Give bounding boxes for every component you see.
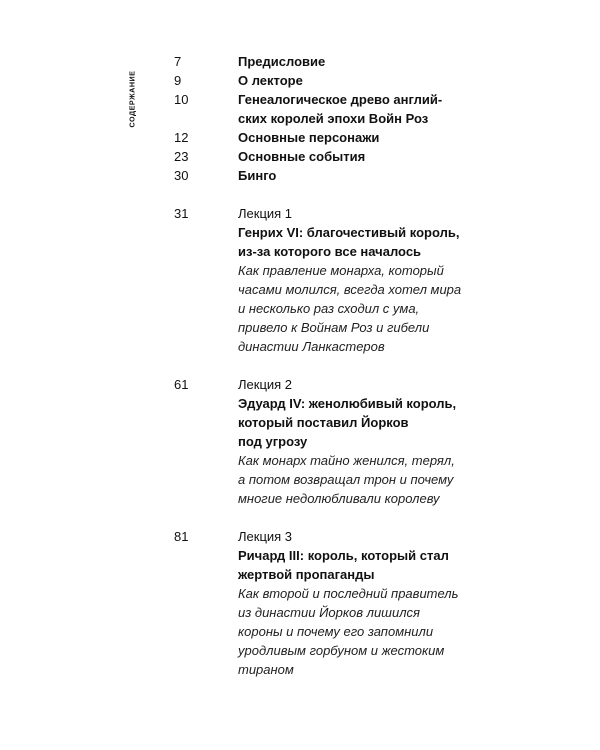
lecture-description: привело к Войнам Роз и гибели [238,320,430,335]
lecture-description: династии Ланкастеров [238,339,385,354]
lecture-title: который поставил Йорков [238,415,409,430]
page-number: 31 [174,206,189,221]
toc-entry[interactable] [174,90,474,128]
entry-title: Основные события [238,149,366,164]
lecture-description: уродливым горбуном и жестоким [238,643,445,658]
lecture-title: жертвой пропаганды [238,567,375,582]
page-number: 7 [174,54,182,69]
lecture-label: Лекция 3 [238,529,293,544]
toc-entry[interactable] [174,71,474,90]
lecture-description: Как правление монарха, который [238,263,444,278]
section-label-text: СОДЕРЖАНИЕ [127,70,137,128]
lecture-title: под угрозу [238,434,308,449]
lecture-description: короны и почему его запомнили [238,624,434,639]
toc-entry[interactable] [174,147,474,166]
entry-title: О лекторе [238,73,303,88]
lecture-description: многие недолюбливали королеву [238,491,440,506]
lecture-description: и несколько раз сходил с ума, [238,301,420,316]
toc-entry[interactable] [174,128,474,147]
lecture-label: Лекция 2 [238,377,293,392]
lecture-description: тираном [238,662,294,677]
lecture-label: Лекция 1 [238,206,293,221]
lecture-description: Как второй и последний правитель [238,586,459,601]
entry-title: Генеалогическое древо англий- [238,92,443,107]
page-number: 61 [174,377,189,392]
page-number: 81 [174,529,189,544]
lecture-title: Ричард III: король, который стал [238,548,449,563]
lecture-title: из-за которого все началось [238,244,422,259]
lecture-entry[interactable] [174,527,474,679]
lecture-description: Как монарх тайно женился, терял, [238,453,455,468]
lecture-description: а потом возвращал трон и почему [238,472,454,487]
entry-title: Предисловие [238,54,326,69]
lecture-description: из династии Йорков лишился [238,605,420,620]
page-number: 10 [174,92,189,107]
page-number: 12 [174,130,189,145]
entry-title: Основные персонажи [238,130,380,145]
lecture-title: Эдуард IV: женолюбивый король, [238,396,457,411]
entry-title: Бинго [238,168,277,183]
page-number: 30 [174,168,189,183]
lecture-title: Генрих VI: благочестивый король, [238,225,460,240]
lecture-entry[interactable] [174,204,474,356]
toc-entry[interactable] [174,52,474,71]
page-number: 23 [174,149,189,164]
entry-title: ских королей эпохи Войн Роз [238,111,429,126]
toc-entry[interactable] [174,166,474,185]
section-label [126,64,138,134]
table-of-contents [174,52,474,679]
lecture-entry[interactable] [174,375,474,508]
page-number: 9 [174,73,182,88]
lecture-description: часами молился, всегда хотел мира [238,282,462,297]
